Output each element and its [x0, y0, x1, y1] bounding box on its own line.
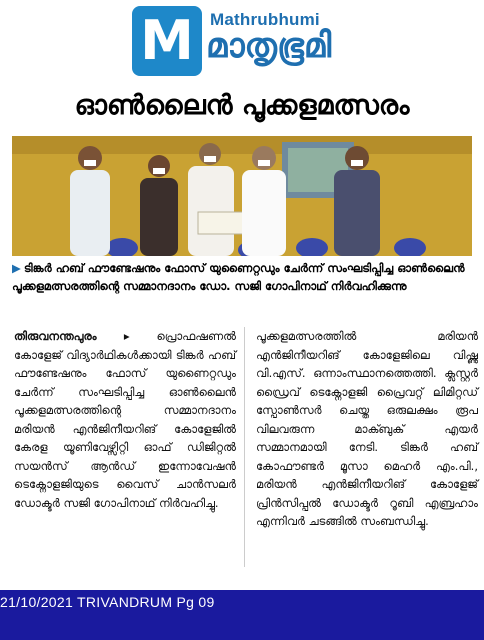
- brand-name-malayalam: മാതൃഭൂമി: [206, 26, 332, 66]
- article-text-right: പൂക്കളമത്സരത്തിൽ മരിയൻ എൻജിനീയറിങ് കോളേജിലെ വിഷ്ണു വി.എസ്. ഒന്നാംസ്ഥാനത്തെത്തി. ക്ലസ്റ്റർ ഡ്രൈവ് ടെക്നോളജി പ്രൈവറ്റ് ലിമിറ്റഡ് സ്പോൺസർ ചെയ്ത ഒരുലക്ഷം രൂപ വിലവരുന്ന മാക്ബുക് എയർ സമ്മാനമായി നേടി. ടിങ്കർ ഹബ് കോഫൗണ്ടർ മൂസാ മെഹർ എം.പി., മരിയൻ എൻജിനീയറിങ് കോളേജ് പ്രിൻസിപ്പൽ ഡോക്ടർ റൂബി എബ്രഹാം എന്നിവർ ചടങ്ങിൽ സംബന്ധിച്ചു.: [256, 329, 478, 528]
- logo-letter: M: [140, 9, 194, 72]
- caption-text: ടിങ്കർ ഹബ് ഫൗണ്ടേഷനും ഫോസ് യുണൈറ്റഡും ചേർന്ന് സംഘടിപ്പിച്ച ഓൺലൈൻ പൂക്കളമത്സരത്തിന്റെ സമ്മാനദാനം ഡോ. സജി ഗോപിനാഥ് നിർവഹിക്കുന്നു: [12, 261, 465, 293]
- article-column-left: [14, 327, 236, 512]
- play-icon: ▶: [12, 261, 21, 275]
- masthead: [0, 0, 484, 86]
- brand-name-english: Mathrubhumi: [210, 10, 320, 29]
- dateline: തിരുവനന്തപുരം ▸: [14, 329, 130, 343]
- article-column-right: [256, 327, 478, 531]
- footer-bar: [0, 590, 484, 640]
- headline: ഓൺലൈൻ പൂക്കളമത്സരം: [74, 90, 410, 121]
- article-text-left: പ്രൊഫഷണൽ കോളേജ് വിദ്യാർഥികൾക്കായി ടിങ്കർ ഹബ് ഫൗണ്ടേഷനും ഫോസ് യുണൈറ്റഡും ചേർന്ന് സംഘടിപ്പിച്ച ഓൺലൈൻ പൂക്കളമത്സരത്തിന്റെ സമ്മാനദാനം മരിയൻ എൻജിനീയറിങ് കോളേജിൽ കേരള യൂണിവേഴ്സിറ്റി ഓഫ് ഡിജിറ്റൽ സയൻസ് ആൻഡ് ഇന്നോവേഷൻ ടെക്നോളജിയുടെ വൈസ് ചാൻസലർ ഡോക്ടർ സജി ഗോപിനാഥ് നിർവഹിച്ചു.: [14, 329, 236, 510]
- column-divider: [244, 327, 245, 567]
- news-photo: [12, 136, 472, 256]
- photo-illustration: [12, 136, 472, 256]
- edition-info: 21/10/2021 TRIVANDRUM Pg 09: [0, 594, 215, 610]
- photo-caption: [12, 259, 470, 295]
- mathrubhumi-logo[interactable]: [132, 6, 202, 76]
